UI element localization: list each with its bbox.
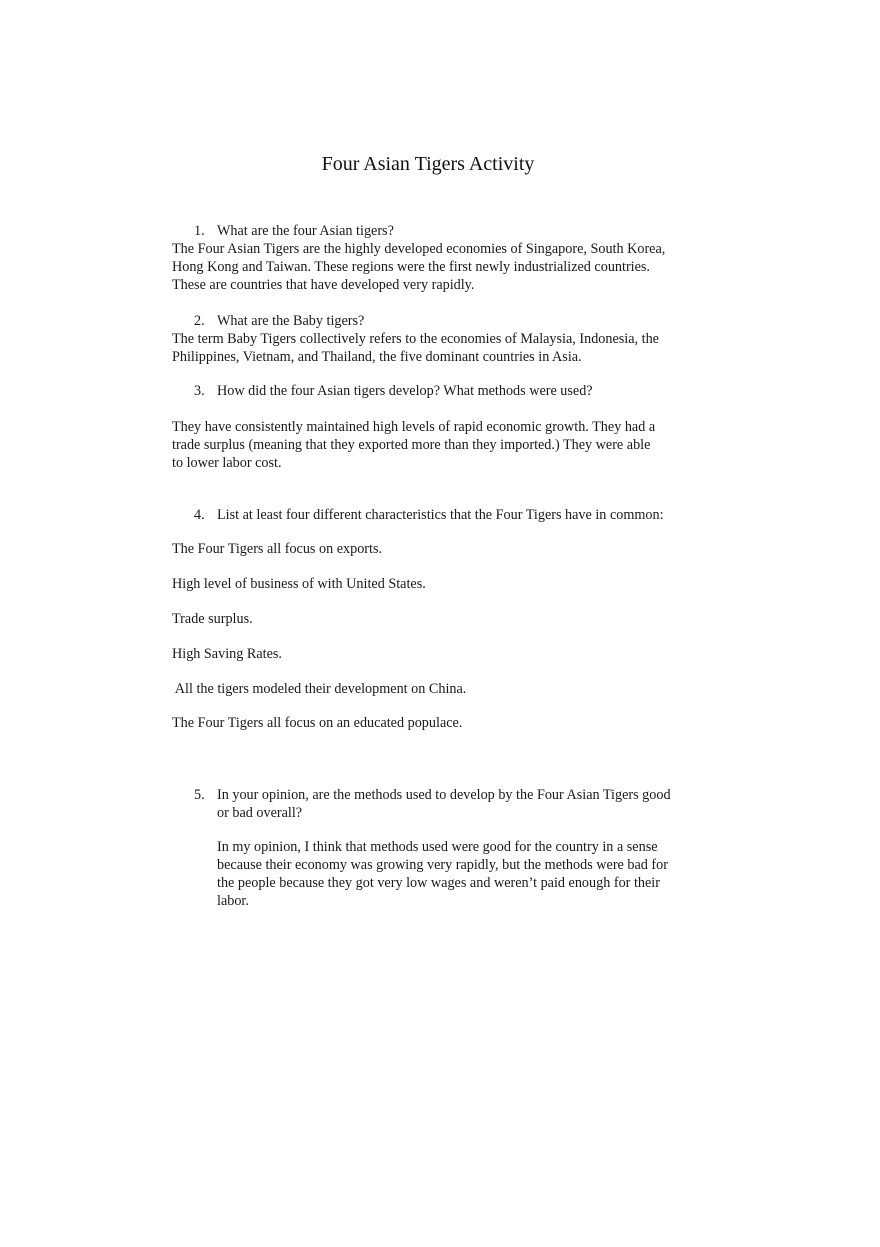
answer-1-line: The Four Asian Tigers are the highly developed economies of Singapore, South Korea, bbox=[172, 241, 666, 257]
answer-1-line: Hong Kong and Taiwan. These regions were the first newly industrialized countries. bbox=[172, 259, 650, 275]
question-text bbox=[217, 786, 704, 822]
question-4 bbox=[194, 506, 664, 524]
characteristic-item: High level of business of with United States. bbox=[172, 576, 426, 592]
question-number: 3. bbox=[194, 383, 205, 399]
characteristic-item: High Saving Rates. bbox=[172, 646, 282, 662]
answer-5-line: the people because they got very low wages and weren’t paid enough for their bbox=[217, 875, 660, 891]
question-line: In your opinion, are the methods used to develop by the Four Asian Tigers good bbox=[217, 787, 671, 803]
answer-5-line: labor. bbox=[217, 893, 249, 909]
question-text: What are the Baby tigers? bbox=[217, 313, 365, 329]
characteristic-item: Trade surplus. bbox=[172, 611, 253, 627]
question-5 bbox=[194, 786, 704, 822]
answer-2-line: Philippines, Vietnam, and Thailand, the five dominant countries in Asia. bbox=[172, 349, 582, 365]
answer-5-line: because their economy was growing very rapidly, but the methods were bad for bbox=[217, 857, 668, 873]
characteristic-item: The Four Tigers all focus on an educated populace. bbox=[172, 715, 463, 731]
answer-5-line: In my opinion, I think that methods used were good for the country in a sense bbox=[217, 839, 658, 855]
question-2 bbox=[194, 312, 364, 330]
question-3 bbox=[194, 382, 593, 400]
answer-2-line: The term Baby Tigers collectively refers to the economies of Malaysia, Indonesia, the bbox=[172, 331, 659, 347]
question-text: What are the four Asian tigers? bbox=[217, 223, 394, 239]
answer-1-line: These are countries that have developed very rapidly. bbox=[172, 277, 475, 293]
question-1 bbox=[194, 222, 394, 240]
answer-3-line: to lower labor cost. bbox=[172, 455, 282, 471]
question-number: 2. bbox=[194, 313, 205, 329]
question-number: 1. bbox=[194, 223, 205, 239]
question-line: or bad overall? bbox=[217, 805, 303, 821]
page-title: Four Asian Tigers Activity bbox=[321, 153, 535, 175]
question-number: 5. bbox=[194, 787, 205, 803]
answer-5 bbox=[217, 838, 702, 910]
question-number: 4. bbox=[194, 507, 205, 523]
question-text: List at least four different characteristics that the Four Tigers have in common: bbox=[217, 507, 664, 523]
answer-3-line: They have consistently maintained high levels of rapid economic growth. They had a bbox=[172, 419, 656, 435]
characteristic-item: All the tigers modeled their development on China. bbox=[172, 681, 467, 697]
answer-3-line: trade surplus (meaning that they exported more than they imported.) They were able bbox=[172, 437, 651, 453]
question-text: How did the four Asian tigers develop? What methods were used? bbox=[217, 383, 593, 399]
characteristic-item: The Four Tigers all focus on exports. bbox=[172, 541, 383, 557]
